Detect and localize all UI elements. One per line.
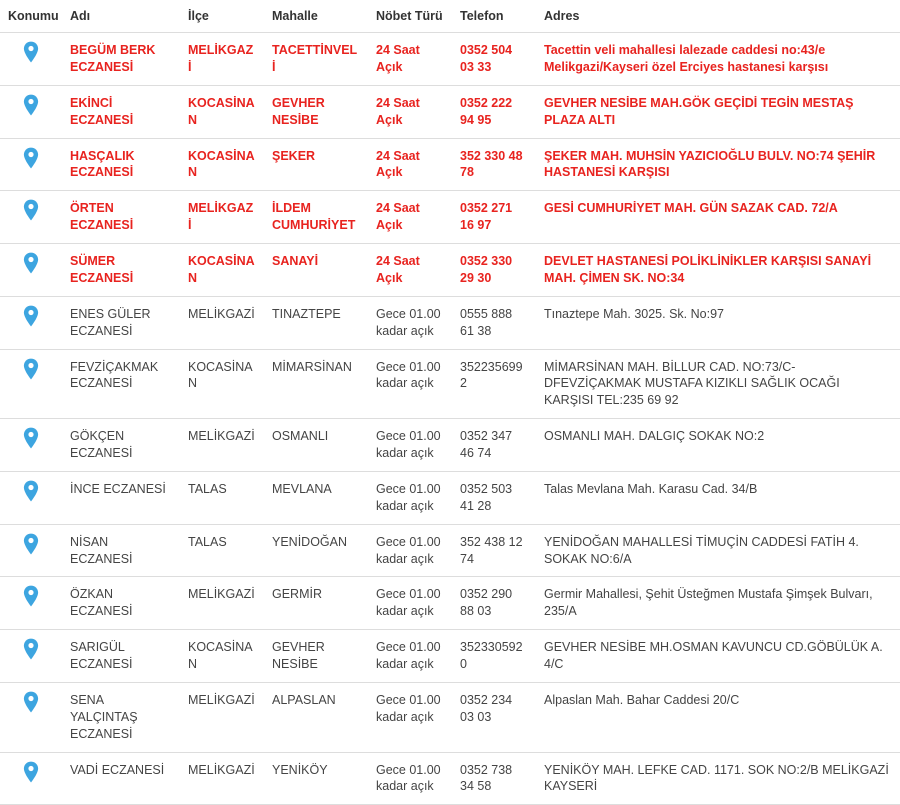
table-row: [0, 524, 900, 577]
cell-adi: GÖKÇEN ECZANESİ: [62, 419, 180, 472]
location-pin-icon[interactable]: [23, 427, 39, 449]
cell-adi: İNCE ECZANESİ: [62, 471, 180, 524]
cell-mahalle: SANAYİ: [264, 244, 368, 297]
cell-adi: NİSAN ECZANESİ: [62, 524, 180, 577]
table-row: [0, 138, 900, 191]
table-row: [0, 471, 900, 524]
column-header-telefon: Telefon: [452, 0, 536, 33]
location-cell[interactable]: [0, 524, 62, 577]
cell-adres: Alpaslan Mah. Bahar Caddesi 20/C: [536, 682, 900, 752]
cell-ilce: MELİKGAZİ: [180, 296, 264, 349]
cell-adres: GESİ CUMHURİYET MAH. GÜN SAZAK CAD. 72/A: [536, 191, 900, 244]
cell-telefon: 0352 503 41 28: [452, 471, 536, 524]
column-header-nobet-turu: Nöbet Türü: [368, 0, 452, 33]
cell-ilce: MELİKGAZİ: [180, 191, 264, 244]
location-cell[interactable]: [0, 138, 62, 191]
location-pin-icon[interactable]: [23, 585, 39, 607]
cell-nobet-turu: 24 Saat Açık: [368, 138, 452, 191]
cell-adres: ŞEKER MAH. MUHSİN YAZICIOĞLU BULV. NO:74 ŞEHİR HASTANESİ KARŞISI: [536, 138, 900, 191]
cell-adi: ÖZKAN ECZANESİ: [62, 577, 180, 630]
cell-ilce: MELİKGAZİ: [180, 682, 264, 752]
cell-mahalle: MEVLANA: [264, 471, 368, 524]
location-cell[interactable]: [0, 85, 62, 138]
location-cell[interactable]: [0, 471, 62, 524]
cell-telefon: 0352 222 94 95: [452, 85, 536, 138]
cell-mahalle: OSMANLI: [264, 419, 368, 472]
column-header-mahalle: Mahalle: [264, 0, 368, 33]
location-pin-icon[interactable]: [23, 252, 39, 274]
cell-adres: Tacettin veli mahallesi lalezade caddesi no:43/e Melikgazi/Kayseri özel Erciyes hastanesi karşısı: [536, 33, 900, 86]
table-header-row: [0, 0, 900, 33]
location-cell[interactable]: [0, 244, 62, 297]
cell-adi: ENES GÜLER ECZANESİ: [62, 296, 180, 349]
cell-mahalle: MİMARSİNAN: [264, 349, 368, 419]
cell-adi: SENA YALÇINTAŞ ECZANESİ: [62, 682, 180, 752]
location-pin-icon[interactable]: [23, 94, 39, 116]
cell-nobet-turu: Gece 01.00 kadar açık: [368, 349, 452, 419]
table-row: [0, 419, 900, 472]
cell-telefon: 3522356992: [452, 349, 536, 419]
cell-mahalle: GEVHER NESİBE: [264, 85, 368, 138]
location-pin-icon[interactable]: [23, 358, 39, 380]
cell-mahalle: TACETTİNVELİ: [264, 33, 368, 86]
table-row: [0, 191, 900, 244]
table-row: [0, 752, 900, 805]
location-cell[interactable]: [0, 33, 62, 86]
location-cell[interactable]: [0, 682, 62, 752]
cell-adres: YENİDOĞAN MAHALLESİ TİMUÇİN CADDESİ FATİH 4. SOKAK NO:6/A: [536, 524, 900, 577]
cell-nobet-turu: 24 Saat Açık: [368, 191, 452, 244]
cell-adi: SÜMER ECZANESİ: [62, 244, 180, 297]
cell-adres: MİMARSİNAN MAH. BİLLUR CAD. NO:73/C-DFEVZİÇAKMAK MUSTAFA KIZIKLI SAĞLIK OCAĞI KARŞISI TEL:235 69 92: [536, 349, 900, 419]
table-row: [0, 577, 900, 630]
cell-mahalle: ALPASLAN: [264, 682, 368, 752]
location-pin-icon[interactable]: [23, 199, 39, 221]
cell-ilce: KOCASİNAN: [180, 138, 264, 191]
cell-adi: EKİNCİ ECZANESİ: [62, 85, 180, 138]
cell-telefon: 352 330 48 78: [452, 138, 536, 191]
cell-ilce: MELİKGAZİ: [180, 752, 264, 805]
cell-adi: SARIGÜL ECZANESİ: [62, 630, 180, 683]
column-header-adi: Adı: [62, 0, 180, 33]
cell-nobet-turu: 24 Saat Açık: [368, 33, 452, 86]
cell-adres: GEVHER NESİBE MH.OSMAN KAVUNCU CD.GÖBÜLÜK A. 4/C: [536, 630, 900, 683]
cell-telefon: 0352 504 03 33: [452, 33, 536, 86]
table-row: [0, 296, 900, 349]
table-row: [0, 630, 900, 683]
cell-nobet-turu: 24 Saat Açık: [368, 244, 452, 297]
table-row: [0, 349, 900, 419]
location-cell[interactable]: [0, 349, 62, 419]
cell-adi: BEGÜM BERK ECZANESİ: [62, 33, 180, 86]
cell-telefon: 3523305920: [452, 630, 536, 683]
location-cell[interactable]: [0, 577, 62, 630]
table-row: [0, 682, 900, 752]
location-cell[interactable]: [0, 296, 62, 349]
table-body: [0, 33, 900, 805]
cell-nobet-turu: Gece 01.00 kadar açık: [368, 630, 452, 683]
cell-adres: GEVHER NESİBE MAH.GÖK GEÇİDİ TEGİN MESTAŞ PLAZA ALTI: [536, 85, 900, 138]
cell-mahalle: YENİKÖY: [264, 752, 368, 805]
location-pin-icon[interactable]: [23, 691, 39, 713]
cell-adi: VADİ ECZANESİ: [62, 752, 180, 805]
cell-mahalle: ŞEKER: [264, 138, 368, 191]
location-cell[interactable]: [0, 752, 62, 805]
table-row: [0, 33, 900, 86]
cell-telefon: 0352 234 03 03: [452, 682, 536, 752]
cell-telefon: 0352 347 46 74: [452, 419, 536, 472]
cell-telefon: 0352 290 88 03: [452, 577, 536, 630]
column-header-adres: Adres: [536, 0, 900, 33]
cell-mahalle: GEVHER NESİBE: [264, 630, 368, 683]
table-header: [0, 0, 900, 33]
cell-ilce: KOCASİNAN: [180, 630, 264, 683]
location-pin-icon[interactable]: [23, 147, 39, 169]
cell-adi: FEVZİÇAKMAK ECZANESİ: [62, 349, 180, 419]
location-pin-icon[interactable]: [23, 761, 39, 783]
table-row: [0, 85, 900, 138]
cell-adres: YENİKÖY MAH. LEFKE CAD. 1171. SOK NO:2/B MELİKGAZİ KAYSERİ: [536, 752, 900, 805]
cell-adres: Talas Mevlana Mah. Karasu Cad. 34/B: [536, 471, 900, 524]
column-header-konumu: Konumu: [0, 0, 62, 33]
cell-ilce: KOCASİNAN: [180, 244, 264, 297]
cell-mahalle: YENİDOĞAN: [264, 524, 368, 577]
cell-nobet-turu: Gece 01.00 kadar açık: [368, 682, 452, 752]
cell-adres: Germir Mahallesi, Şehit Üsteğmen Mustafa Şimşek Bulvarı, 235/A: [536, 577, 900, 630]
cell-mahalle: İLDEM CUMHURİYET: [264, 191, 368, 244]
location-pin-icon[interactable]: [23, 41, 39, 63]
cell-adi: HASÇALIK ECZANESİ: [62, 138, 180, 191]
cell-nobet-turu: Gece 01.00 kadar açık: [368, 524, 452, 577]
cell-telefon: 0555 888 61 38: [452, 296, 536, 349]
location-pin-icon[interactable]: [23, 480, 39, 502]
cell-telefon: 0352 271 16 97: [452, 191, 536, 244]
cell-adres: OSMANLI MAH. DALGIÇ SOKAK NO:2: [536, 419, 900, 472]
cell-mahalle: TINAZTEPE: [264, 296, 368, 349]
cell-adres: Tınaztepe Mah. 3025. Sk. No:97: [536, 296, 900, 349]
cell-nobet-turu: Gece 01.00 kadar açık: [368, 577, 452, 630]
cell-ilce: MELİKGAZİ: [180, 419, 264, 472]
cell-nobet-turu: 24 Saat Açık: [368, 85, 452, 138]
location-pin-icon[interactable]: [23, 533, 39, 555]
location-cell[interactable]: [0, 191, 62, 244]
cell-nobet-turu: Gece 01.00 kadar açık: [368, 419, 452, 472]
cell-ilce: TALAS: [180, 471, 264, 524]
location-pin-icon[interactable]: [23, 638, 39, 660]
cell-telefon: 352 438 12 74: [452, 524, 536, 577]
cell-ilce: MELİKGAZİ: [180, 33, 264, 86]
cell-ilce: TALAS: [180, 524, 264, 577]
column-header-ilce: İlçe: [180, 0, 264, 33]
cell-nobet-turu: Gece 01.00 kadar açık: [368, 296, 452, 349]
cell-adres: DEVLET HASTANESİ POLİKLİNİKLER KARŞISI SANAYİ MAH. ÇİMEN SK. NO:34: [536, 244, 900, 297]
table-row: [0, 244, 900, 297]
location-cell[interactable]: [0, 630, 62, 683]
cell-ilce: KOCASİNAN: [180, 85, 264, 138]
cell-nobet-turu: Gece 01.00 kadar açık: [368, 471, 452, 524]
cell-telefon: 0352 330 29 30: [452, 244, 536, 297]
cell-adi: ÖRTEN ECZANESİ: [62, 191, 180, 244]
cell-ilce: KOCASİNAN: [180, 349, 264, 419]
cell-telefon: 0352 738 34 58: [452, 752, 536, 805]
cell-mahalle: GERMİR: [264, 577, 368, 630]
cell-ilce: MELİKGAZİ: [180, 577, 264, 630]
location-pin-icon[interactable]: [23, 305, 39, 327]
cell-nobet-turu: Gece 01.00 kadar açık: [368, 752, 452, 805]
location-cell[interactable]: [0, 419, 62, 472]
